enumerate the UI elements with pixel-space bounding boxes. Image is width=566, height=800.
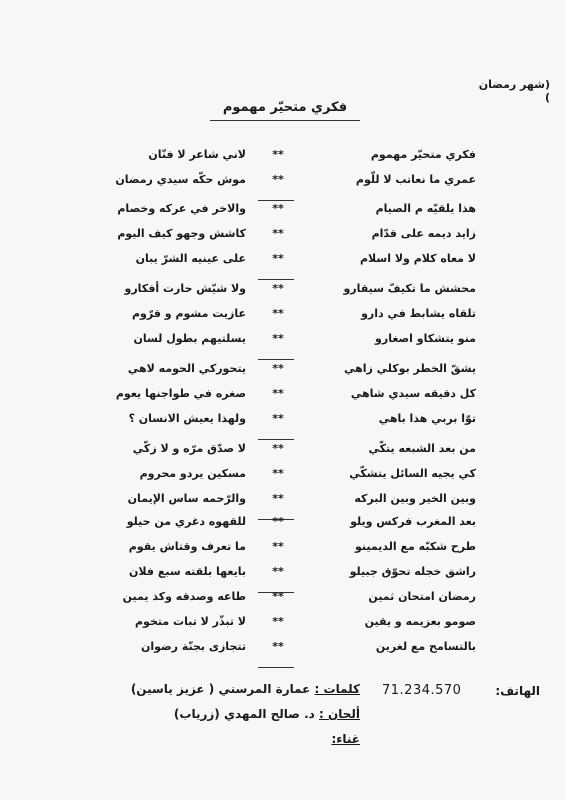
stanza-divider	[258, 667, 294, 668]
verse-first-half: صومو بعزيمه و يقين	[364, 615, 476, 628]
stanza	[0, 362, 566, 437]
verse-separator: **	[272, 467, 284, 480]
verse-line	[0, 640, 566, 665]
verse-separator: **	[272, 565, 284, 578]
verse-second-half: ولهذا يعيش الانسان ؟	[128, 412, 246, 425]
verse-line	[0, 362, 566, 387]
verse-first-half: راشق خجله تحوّق جبيلو	[349, 565, 476, 578]
verse-separator: **	[272, 307, 284, 320]
stanza-divider	[258, 200, 294, 201]
verse-separator: **	[272, 148, 284, 161]
title-underline	[210, 120, 360, 121]
verse-line	[0, 202, 566, 227]
verse-separator: **	[272, 640, 284, 653]
verse-separator: **	[272, 515, 284, 528]
verse-second-half: يسلتيهم بطول لسان	[133, 332, 246, 345]
verse-line	[0, 615, 566, 640]
verse-second-half: صغره في طواجنها يعوم	[115, 387, 246, 400]
verse-separator: **	[272, 282, 284, 295]
verse-line	[0, 412, 566, 437]
phone-number: 71.234.570	[382, 683, 462, 698]
verse-first-half: هذا يلقيّه م الصيام	[375, 202, 476, 215]
verse-second-half: والرّحمه ساس الإيمان	[127, 492, 246, 505]
verse-separator: **	[272, 332, 284, 345]
verse-second-half: مسكين يردو محروم	[139, 467, 246, 480]
words-credit	[130, 682, 360, 696]
verse-first-half: لا معاه كلام ولا اسلام	[360, 252, 476, 265]
words-value: عمارة المرسني ( عزيز ياسين)	[130, 682, 311, 696]
verse-line	[0, 282, 566, 307]
verse-first-half: تلقاه يشابط في دارو	[361, 307, 476, 320]
verse-line	[0, 565, 566, 590]
verse-second-half: تتجازى بجنّة رضوان	[141, 640, 246, 653]
verse-second-half: يتحوركي الحومه لاهي	[127, 362, 246, 375]
verse-separator: **	[272, 362, 284, 375]
verse-first-half: منو يتشكاو اصغارو	[375, 332, 476, 345]
verse-second-half: كاشش وجهو كيف اليوم	[117, 227, 246, 240]
verse-line	[0, 540, 566, 565]
verse-second-half: لا تبذّر لا تبات متخوم	[135, 615, 246, 628]
verse-separator: **	[272, 173, 284, 186]
words-label: كلمات :	[314, 682, 360, 696]
stanza-divider	[258, 359, 294, 360]
verse-first-half: طرح شكبّه مع الديمينو	[355, 540, 476, 553]
verse-first-half: من بعد الشبعه يتكّي	[368, 442, 476, 455]
stanza	[0, 282, 566, 357]
verse-second-half: بايعها بلقته سبع فلان	[129, 565, 246, 578]
verse-second-half: طاعه وصدقه وكذ يمين	[122, 590, 246, 603]
stanza	[0, 202, 566, 277]
verse-second-half: والاخر في عركه وخصام	[117, 202, 246, 215]
verse-separator: **	[272, 442, 284, 455]
verse-first-half: توّا بربي هذا باهي	[378, 412, 476, 425]
verse-second-half: ما تعرف وقتاش يقوم	[128, 540, 246, 553]
singer-credit	[260, 732, 360, 746]
verse-second-half: لا صدّق مرّه و لا زكّي	[132, 442, 246, 455]
verse-first-half: عمري ما نعاتب لا للّوم	[355, 173, 476, 186]
music-value: د. صالح المهدي (زرياب)	[173, 707, 315, 721]
verse-separator: **	[272, 252, 284, 265]
verse-first-half: كي يجيه السائل يتشكّي	[349, 467, 476, 480]
phone-label: الهاتف:	[495, 684, 540, 698]
verse-first-half: فكري متحيّر مهموم	[370, 148, 476, 161]
stanza	[0, 515, 566, 590]
verse-separator: **	[272, 387, 284, 400]
verse-line	[0, 387, 566, 412]
verse-line	[0, 467, 566, 492]
verse-line	[0, 332, 566, 357]
verse-line	[0, 252, 566, 277]
verse-line	[0, 173, 566, 198]
verse-line	[0, 148, 566, 173]
verse-second-half: لاني شاعر لا فنّان	[148, 148, 246, 161]
singer-label: غناء:	[331, 732, 360, 746]
stanza	[0, 590, 566, 665]
occasion-tag: (شهر رمضان )	[478, 78, 550, 104]
stanza	[0, 148, 566, 198]
verse-separator: **	[272, 492, 284, 505]
verse-separator: **	[272, 202, 284, 215]
verse-second-half: عازيت مشوم و قرّوم	[132, 307, 246, 320]
verse-first-half: رمضان امتحان ثمين	[368, 590, 476, 603]
verse-separator: **	[272, 540, 284, 553]
verse-first-half: بالتسامح مع لغرين	[375, 640, 476, 653]
verse-line	[0, 515, 566, 540]
verse-first-half: محشش ما تكيفّ سيقارو	[343, 282, 476, 295]
verse-first-half: كل دقيقه سيدي شاهي	[350, 387, 476, 400]
verse-second-half: ولا شيّش حارت أفكارو	[124, 282, 246, 295]
verse-second-half: للقهوه دغري من حيلو	[126, 515, 246, 528]
verse-first-half: وبين الخير وبين البركه	[354, 492, 476, 505]
verse-line	[0, 492, 566, 517]
music-credit	[140, 707, 360, 721]
verse-first-half: زايد ديمه على قدّام	[371, 227, 476, 240]
verse-second-half: على عينيه الشرّ يبان	[135, 252, 246, 265]
verse-second-half: موش حكّه سيدي رمضان	[115, 173, 246, 186]
verse-line	[0, 442, 566, 467]
stanza-divider	[258, 279, 294, 280]
verse-separator: **	[272, 412, 284, 425]
verse-separator: **	[272, 227, 284, 240]
music-label: ألحان :	[319, 707, 360, 721]
verse-line	[0, 307, 566, 332]
poem-title: فكري متحيّر مهموم	[222, 100, 348, 115]
verse-separator: **	[272, 615, 284, 628]
verse-separator: **	[272, 590, 284, 603]
verse-first-half: بعد المغرب فركس ويلو	[350, 515, 476, 528]
verse-line	[0, 227, 566, 252]
stanza-divider	[258, 439, 294, 440]
verse-line	[0, 590, 566, 615]
stanza	[0, 442, 566, 517]
verse-first-half: يشقّ الخطر بوكلي زاهي	[343, 362, 476, 375]
